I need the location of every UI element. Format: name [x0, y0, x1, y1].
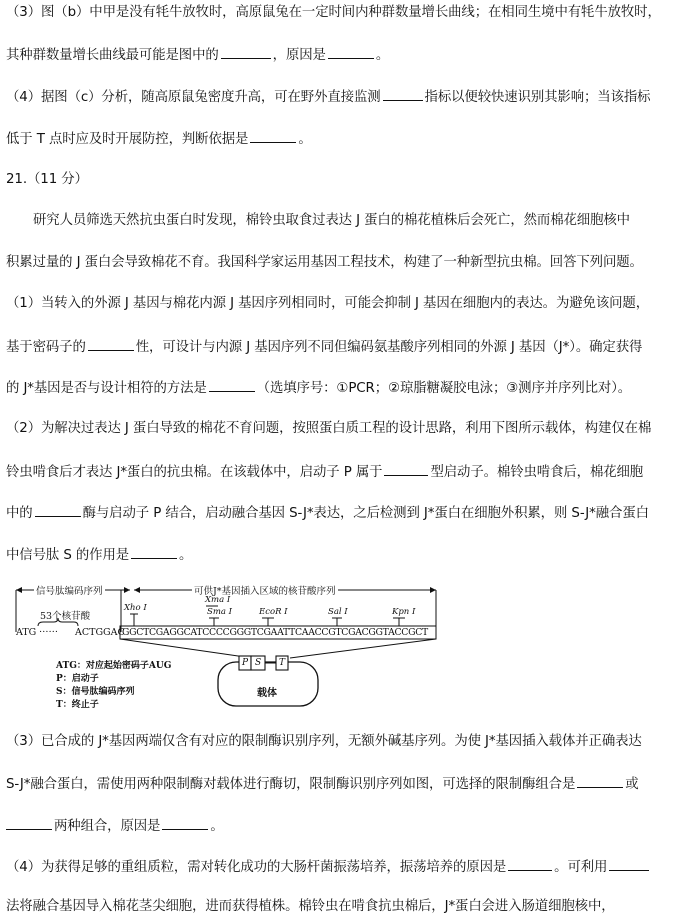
- legend-atg: ATG：对应起始密码子AUG: [56, 661, 172, 671]
- part2-line1: （2）为解决过表达 J 蛋白导致的棉花不育问题，按照蛋白质工程的设计思路，利用下图所示载体，构建仅在棉: [6, 421, 652, 436]
- vector-diagram: [12, 580, 442, 716]
- part2-line2: 铃虫啃食后才表达 J*蛋白的抗虫棉。在该载体中，启动子 P 属于 型启动子。棉铃虫啃食后，棉花细胞: [6, 461, 669, 483]
- intro-line2: 积累过量的 J 蛋白会导致棉花不育。我国科学家运用基因工程技术，构建了一种新型抗虫棉。回答下列问题。: [6, 255, 643, 270]
- q3-line1: （3）图（b）中甲是没有牦牛放牧时，高原鼠兔在一定时间内种群数量增长曲线；在相同生境中有牦牛放牧时，: [6, 5, 661, 20]
- sma-label: Sma I: [207, 607, 233, 617]
- xma-label: Xma I: [205, 595, 231, 605]
- q3-line2: 其种群数量增长曲线最可能是图中的 ，原因是 。: [6, 44, 669, 66]
- box-s-label: S: [255, 658, 262, 668]
- part4-line1: （4）为获得足够的重组质粒，需对转化成功的大肠杆菌振荡培养，振荡培养的原因是 。可利用: [6, 856, 669, 878]
- nucleotide-count-label: 53个核苷酸: [40, 611, 91, 622]
- answer-blank[interactable]: [577, 773, 623, 788]
- q4-line2: 低于 T 点时应及时开展防控，判断依据是 。: [6, 128, 669, 150]
- signal-peptide-label: 信号肽编码序列: [34, 583, 105, 597]
- answer-blank[interactable]: [609, 856, 649, 871]
- answer-blank[interactable]: [250, 128, 296, 143]
- answer-blank[interactable]: [383, 86, 423, 101]
- legend-signal: S：信号肽编码序列: [56, 687, 135, 697]
- answer-blank[interactable]: [328, 44, 374, 59]
- part2-line3: 中的 酶与启动子 P 结合，启动融合基因 S-J*表达，之后检测到 J*蛋白在细胞外积累，则 S-J*融合蛋白: [6, 502, 669, 524]
- part1-line2: 基于密码子的 性，可设计与内源 J 基因序列不同但编码氨基酸序列相同的外源 J 基因（J*）。确定获得: [6, 336, 669, 358]
- answer-blank[interactable]: [162, 815, 208, 830]
- vector-label: 载体: [257, 688, 277, 699]
- answer-blank[interactable]: [6, 815, 52, 830]
- answer-blank[interactable]: [88, 336, 134, 351]
- xho-label: Xho I: [124, 603, 147, 613]
- part2-line4: 中信号肽 S 的作用是 。: [6, 544, 669, 566]
- part1-line1: （1）当转入的外源 J 基因与棉花内源 J 基因序列相同时，可能会抑制 J 基因在细胞内的表达。为避免该问题，: [6, 296, 649, 311]
- intro-line1: 研究人员筛选天然抗虫蛋白时发现，棉铃虫取食过表达 J 蛋白的棉花植株后会死亡，然而棉花细胞核中: [33, 213, 630, 228]
- ellipsis: ……: [39, 624, 58, 635]
- part3-line2: S-J*融合蛋白，需使用两种限制酶对载体进行酶切，限制酶识别序列如图，可选择的限制酶组合是 或: [6, 773, 669, 795]
- answer-blank[interactable]: [508, 856, 552, 871]
- legend-promoter: P：启动子: [56, 674, 99, 684]
- part4-line2: 法将融合基因导入棉花茎尖细胞，进而获得植株。棉铃虫在啃食抗虫棉后，J*蛋白会进入肠道细胞核中，: [6, 899, 615, 914]
- sequence-insert: GGCTCGAGGCATCCCCGGGTCGAATTCAACCGTCGACGGTACCGCT: [122, 627, 428, 638]
- kpn-label: Kpn I: [392, 607, 416, 617]
- part3-line1: （3）已合成的 J*基因两端仅含有对应的限制酶识别序列，无额外碱基序列。为使 J*基因插入载体并正确表达: [6, 734, 642, 749]
- legend-terminator: T：终止子: [56, 700, 99, 710]
- sal-label: Sal I: [328, 607, 348, 617]
- sequence-left: ACTGGAC: [75, 627, 125, 638]
- question-heading: 21.（11 分）: [6, 172, 88, 187]
- answer-blank[interactable]: [131, 544, 177, 559]
- box-t-label: T: [279, 658, 286, 668]
- part3-line3: 两种组合，原因是 。: [6, 815, 669, 837]
- part1-line3: 的 J*基因是否与设计相符的方法是 （选填序号：①PCR；②琼脂糖凝胶电泳；③测序并序列比对）。: [6, 377, 669, 399]
- answer-blank[interactable]: [35, 502, 81, 517]
- answer-blank[interactable]: [384, 461, 428, 476]
- insert-region-label: 可供J*基因插入区域的核苷酸序列: [192, 583, 338, 597]
- answer-blank[interactable]: [221, 44, 271, 59]
- q4-line1: （4）据图（c）分析，随高原鼠兔密度升高，可在野外直接监测 指标以便较快速识别其影响；当该指标: [6, 86, 669, 108]
- box-p-label: P: [242, 658, 249, 668]
- answer-blank[interactable]: [209, 377, 255, 392]
- atg-label: ATG: [16, 627, 37, 638]
- ecor-label: EcoR I: [259, 607, 288, 617]
